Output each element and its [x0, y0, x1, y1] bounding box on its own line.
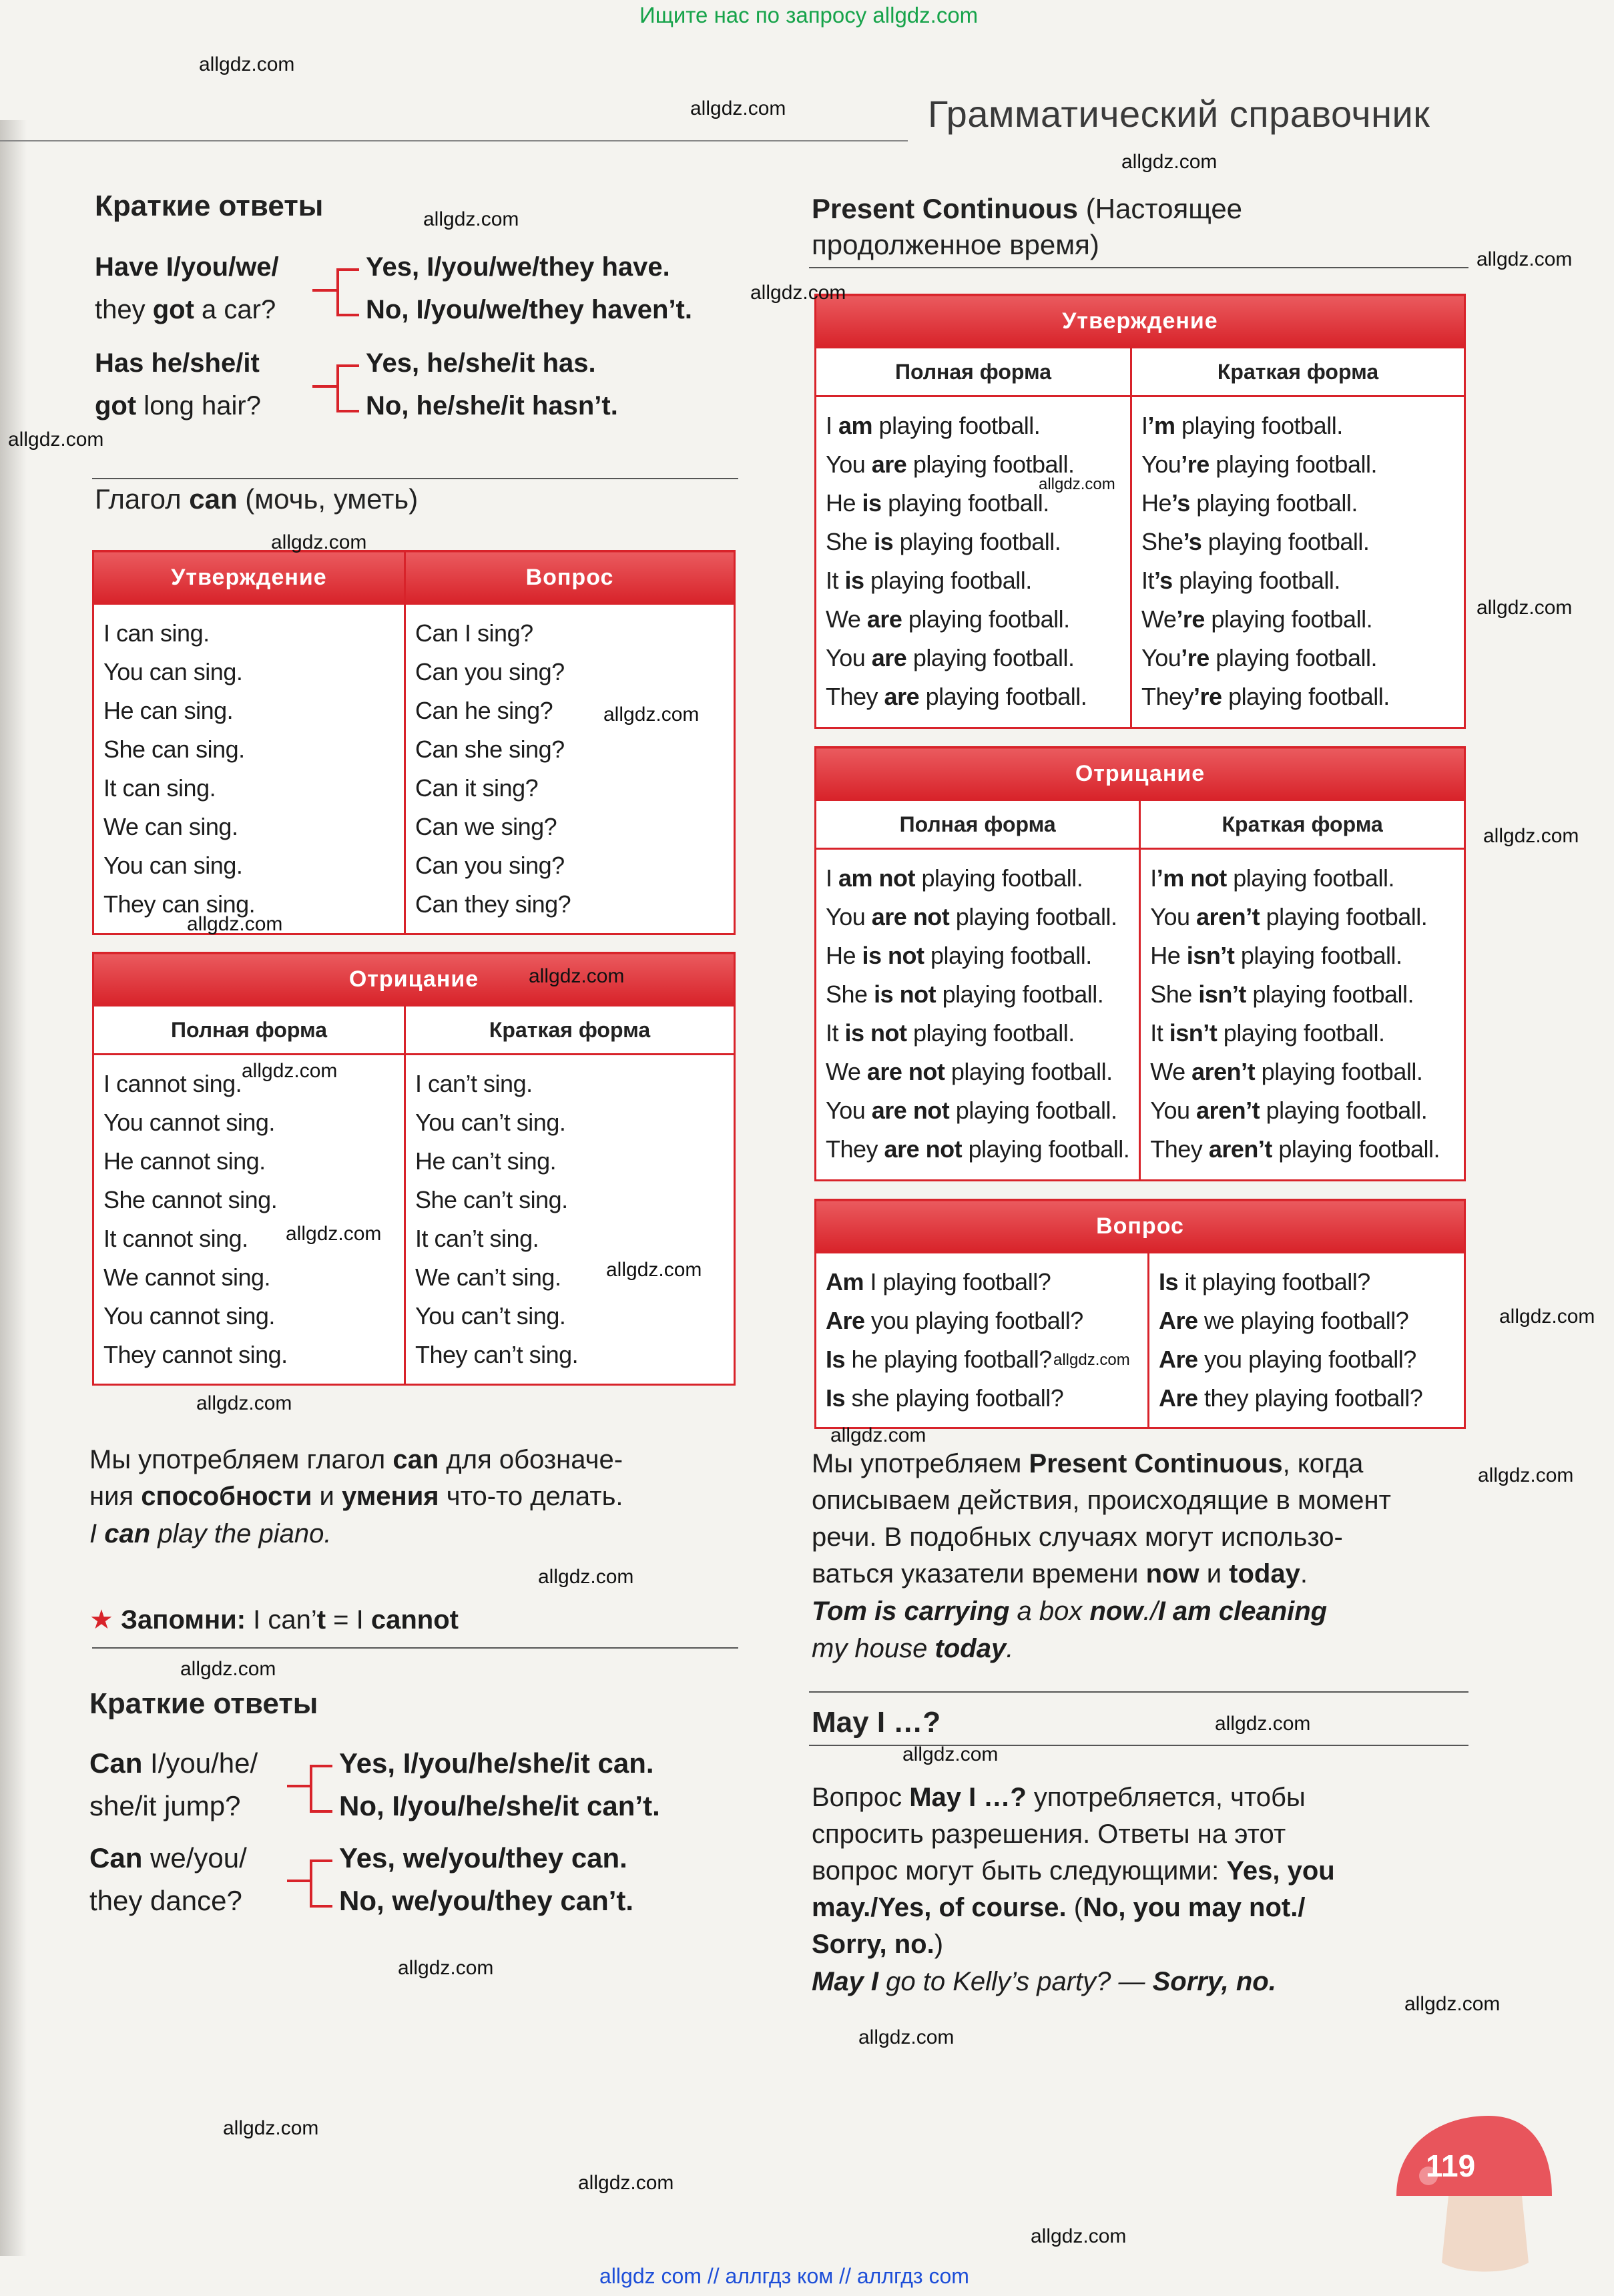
bracket-2 [336, 364, 359, 412]
bracket-stem-2 [312, 385, 336, 388]
watermark: allgdz.com [187, 913, 283, 935]
can-neg-full-line: It cannot sing. [103, 1225, 248, 1252]
pc-neg-full-header: Полная форма [816, 800, 1140, 849]
present-continuous-heading: Present Continuous (Настоящее продолженное время) [812, 193, 1243, 260]
can-question-header: Вопрос [405, 551, 735, 604]
can-negation-table [92, 952, 736, 1386]
can-question-line: Can it sing? [415, 774, 539, 802]
can-neg-short-line: It can’t sing. [415, 1225, 539, 1252]
watermark: allgdz.com [242, 1060, 338, 1082]
pc-neg-short-line: They aren’t playing football. [1150, 1135, 1440, 1163]
has-answers: Yes, he/she/it has. No, he/she/it hasn’t. [366, 348, 618, 420]
can-affirm-line: We can sing. [103, 813, 238, 840]
pc-affirm-table [814, 294, 1466, 729]
pc-affirm-full-line: I am playing football. [826, 412, 1041, 439]
pc-affirm-full-line: They are playing football. [826, 683, 1087, 710]
can-affirm-line: You can sing. [103, 852, 243, 879]
pc-negation-header: Отрицание [816, 748, 1465, 800]
can-neg-full-cell [93, 1055, 405, 1385]
mushroom-icon [1388, 2102, 1555, 2276]
pc-question-line: Are you playing football? [1159, 1346, 1416, 1373]
can-negation-header: Отрицание [93, 953, 735, 1006]
pc-question-right-cell [1149, 1253, 1465, 1428]
can-neg-short-header: Краткая форма [405, 1006, 735, 1055]
left-rule-2 [92, 1647, 738, 1649]
pc-affirm-full-line: You are playing football. [826, 451, 1075, 478]
can-neg-short-line: We can’t sing. [415, 1263, 561, 1291]
pc-affirm-full-line: We are playing football. [826, 605, 1070, 633]
remember-note: ★ Запомни: I can’t = I cannot [89, 1605, 459, 1635]
pc-neg-full-line: They are not playing football. [826, 1135, 1130, 1163]
can-affirm-line: It can sing. [103, 774, 216, 802]
pc-example-2: my house today. [812, 1634, 1014, 1663]
pc-affirm-header: Утверждение [816, 295, 1465, 348]
pc-affirm-short-cell [1131, 396, 1465, 728]
pc-question-header: Вопрос [816, 1200, 1465, 1253]
can-question-line: Can you sing? [415, 658, 565, 685]
watermark: allgdz.com [271, 531, 367, 553]
can-jump-answers: Yes, I/you/he/she/it can. No, I/you/he/she/it can’t. [339, 1747, 660, 1821]
have-answers [366, 246, 692, 331]
pc-neg-short-line: He isn’t playing football. [1150, 942, 1402, 969]
pc-neg-full-line: He is not playing football. [826, 942, 1092, 969]
watermark: allgdz.com [750, 282, 846, 304]
top-watermark: Ищите нас по запросу allgdz.com [639, 3, 979, 27]
pc-neg-short-line: You aren’t playing football. [1150, 903, 1428, 930]
pc-question-line: Are they playing football? [1159, 1384, 1423, 1412]
pc-question-line: Is she playing football? [826, 1384, 1064, 1412]
watermark: allgdz.com [1499, 1306, 1595, 1328]
watermark: allgdz.com [690, 97, 786, 119]
right-rule-2 [809, 1691, 1468, 1693]
watermark: allgdz.com [286, 1223, 382, 1245]
bracket-4 [310, 1859, 332, 1908]
watermark: allgdz.com [1478, 1464, 1574, 1486]
pc-affirm-full-line: She is playing football. [826, 528, 1061, 555]
watermark: allgdz.com [1053, 1351, 1130, 1369]
can-neg-short-cell [405, 1055, 735, 1385]
can-neg-short-line: He can’t sing. [415, 1147, 557, 1175]
watermark: allgdz.com [538, 1566, 634, 1588]
can-neg-short-line: They can’t sing. [415, 1341, 579, 1368]
pc-neg-short-line: It isn’t playing football. [1150, 1019, 1385, 1047]
can-table [92, 550, 736, 935]
pc-example-1: Tom is carrying a box now./I am cleaning [812, 1597, 1328, 1626]
pc-question-line: Are you playing football? [826, 1307, 1083, 1334]
have-q-line1: Have I/you/we/ [95, 252, 279, 282]
can-neg-full-line: You cannot sing. [103, 1302, 275, 1330]
pc-question-table [814, 1199, 1466, 1429]
can-affirm-line: I can sing. [103, 619, 210, 647]
pc-neg-full-cell [816, 849, 1140, 1181]
bracket-3 [310, 1765, 332, 1813]
page-number: 119 [1426, 2148, 1476, 2183]
watermark: allgdz.com [1039, 475, 1115, 493]
pc-affirm-full-line: He is playing football. [826, 489, 1049, 517]
can-question-cell [405, 604, 735, 934]
watermark: allgdz.com [398, 1957, 494, 1979]
pc-neg-full-line: I am not playing football. [826, 864, 1083, 892]
bracket-1 [336, 268, 359, 316]
pc-question-line: Are we playing football? [1159, 1307, 1409, 1334]
pc-neg-short-cell [1140, 849, 1465, 1181]
left-rule-1 [92, 478, 738, 479]
can-question-line: Can they sing? [415, 890, 571, 918]
can-neg-short-line: You can’t sing. [415, 1109, 566, 1136]
can-neg-full-line: He cannot sing. [103, 1147, 266, 1175]
has-question: Has he/she/it got long hair? [95, 348, 261, 420]
can-neg-full-line: I cannot sing. [103, 1070, 242, 1097]
can-neg-short-line: I can’t sing. [415, 1070, 533, 1097]
pc-question-line: Is it playing football? [1159, 1268, 1370, 1296]
can-neg-short-line: You can’t sing. [415, 1302, 566, 1330]
pc-neg-full-line: It is not playing football. [826, 1019, 1075, 1047]
pc-neg-full-line: She is not playing football. [826, 980, 1104, 1008]
pc-affirm-short-line: He’s playing football. [1141, 489, 1358, 517]
watermark: allgdz.com [1404, 1993, 1501, 2015]
can-question-line: Can he sing? [415, 697, 553, 724]
pc-affirm-short-line: We’re playing football. [1141, 605, 1373, 633]
can-neg-full-line: They cannot sing. [103, 1341, 288, 1368]
watermark: allgdz.com [1215, 1713, 1311, 1735]
can-neg-full-header: Полная форма [93, 1006, 405, 1055]
pc-question-line: Is he playing football? [826, 1346, 1052, 1373]
can-usage-paragraph: Мы употребляем глагол can для обозначе- ния способности и умения что-то делать. I can play the piano. [89, 1442, 734, 1552]
pc-neg-short-line: We aren’t playing football. [1150, 1058, 1423, 1085]
can-dance-answers: Yes, we/you/they can. No, we/you/they can’t. [339, 1842, 634, 1916]
pc-negation-table [814, 746, 1466, 1181]
bracket-stem-3 [287, 1785, 310, 1787]
watermark: allgdz.com [223, 2117, 319, 2139]
pc-affirm-short-line: I’m playing football. [1141, 412, 1343, 439]
pc-neg-full-line: We are not playing football. [826, 1058, 1113, 1085]
bracket-stem-4 [287, 1880, 310, 1882]
pc-neg-full-line: You are not playing football. [826, 903, 1117, 930]
pc-affirm-full-cell [816, 396, 1131, 728]
right-rule-1 [809, 267, 1468, 268]
watermark: allgdz.com [578, 2172, 674, 2194]
can-question-line: Can she sing? [415, 736, 565, 763]
pc-question-line: Am I playing football? [826, 1268, 1051, 1296]
pc-usage-paragraph: Мы употребляем Present Continuous, когда описываем действия, происходящие в момент речи. В подобных случаях могут использо- ваться указатели времени now и today. Tom is carrying a box now./I am cleaning my house today. [812, 1446, 1468, 1667]
can-affirm-cell [93, 604, 405, 934]
pc-affirm-short-header: Краткая форма [1131, 348, 1465, 396]
watermark: allgdz.com [423, 208, 519, 230]
watermark: allgdz.com [199, 53, 295, 75]
pc-affirm-full-line: You are playing football. [826, 644, 1075, 671]
may-example: May I go to Kelly’s party? — Sorry, no. [812, 1967, 1276, 1996]
watermark: allgdz.com [902, 1743, 999, 1765]
can-question-line: Can I sing? [415, 619, 533, 647]
pc-affirm-short-line: You’re playing football. [1141, 451, 1377, 478]
can-neg-full-line: She cannot sing. [103, 1186, 278, 1213]
have-no: No, I/you/we/they haven’t. [366, 295, 692, 324]
watermark: allgdz.com [1476, 597, 1573, 619]
watermark: allgdz.com [606, 1259, 702, 1281]
can-affirm-header: Утверждение [93, 551, 405, 604]
may-i-paragraph: Вопрос May I …? употребляется, чтобы спросить разрешения. Ответы на этот вопрос могут быть следующими: Yes, you may./Yes, of course. (No, you may not./ Sorry, no.) May I go to Kelly’s party? — Sorry, no. [812, 1779, 1468, 2000]
watermark: allgdz.com [180, 1658, 276, 1680]
title-rule [0, 140, 908, 141]
pc-affirm-short-line: She’s playing football. [1141, 528, 1370, 555]
pc-affirm-full-line: It is playing football. [826, 567, 1032, 594]
watermark: allgdz.com [1031, 2225, 1127, 2247]
can-neg-full-line: You cannot sing. [103, 1109, 275, 1136]
watermark: allgdz.com [1483, 825, 1579, 847]
pc-affirm-short-line: You’re playing football. [1141, 644, 1377, 671]
can-dance-question: Can we/you/ they dance? [89, 1842, 247, 1916]
watermark: allgdz.com [603, 703, 700, 726]
can-neg-short-line: She can’t sing. [415, 1186, 568, 1213]
pc-neg-full-line: You are not playing football. [826, 1097, 1117, 1124]
can-jump-question: Can I/you/he/ she/it jump? [89, 1747, 258, 1821]
can-neg-full-line: We cannot sing. [103, 1263, 270, 1291]
can-question-line: Can you sing? [415, 852, 565, 879]
pc-affirm-short-line: It’s playing football. [1141, 567, 1340, 594]
watermark: allgdz.com [8, 428, 104, 451]
watermark: allgdz.com [830, 1424, 926, 1446]
pc-question-left-cell [816, 1253, 1149, 1428]
can-affirm-line: They can sing. [103, 890, 256, 918]
pc-neg-short-line: She isn’t playing football. [1150, 980, 1414, 1008]
bracket-stem-1 [312, 289, 336, 292]
pc-neg-short-line: You aren’t playing football. [1150, 1097, 1428, 1124]
short-answers-title-2: Краткие ответы [89, 1687, 318, 1720]
can-affirm-line: She can sing. [103, 736, 245, 763]
short-answers-title: Краткие ответы [95, 190, 324, 222]
can-affirm-line: He can sing. [103, 697, 234, 724]
watermark: allgdz.com [196, 1392, 292, 1414]
pc-neg-short-header: Краткая форма [1140, 800, 1465, 849]
can-affirm-line: You can sing. [103, 658, 243, 685]
can-example: I can play the piano. [89, 1519, 332, 1548]
pc-affirm-short-line: They’re playing football. [1141, 683, 1390, 710]
can-heading: Глагол can (мочь, уметь) [95, 483, 419, 515]
watermark: allgdz.com [858, 2026, 955, 2048]
watermark: allgdz.com [1476, 248, 1573, 270]
have-yes: Yes, I/you/we/they have. [366, 252, 670, 282]
have-question: Have I/you/we/ they got a car? [95, 252, 279, 324]
watermark: allgdz.com [1121, 151, 1218, 173]
footer-links: allgdz com // аллгдз ком // аллгдз com [599, 2264, 969, 2288]
can-question-line: Can we sing? [415, 813, 557, 840]
page-title: Грамматический справочник [928, 93, 1430, 135]
may-i-heading: May I …? [812, 1706, 941, 1739]
watermark: allgdz.com [529, 965, 625, 987]
pc-neg-short-line: I’m not playing football. [1150, 864, 1394, 892]
pc-affirm-full-header: Полная форма [816, 348, 1131, 396]
star-icon: ★ [89, 1605, 113, 1635]
